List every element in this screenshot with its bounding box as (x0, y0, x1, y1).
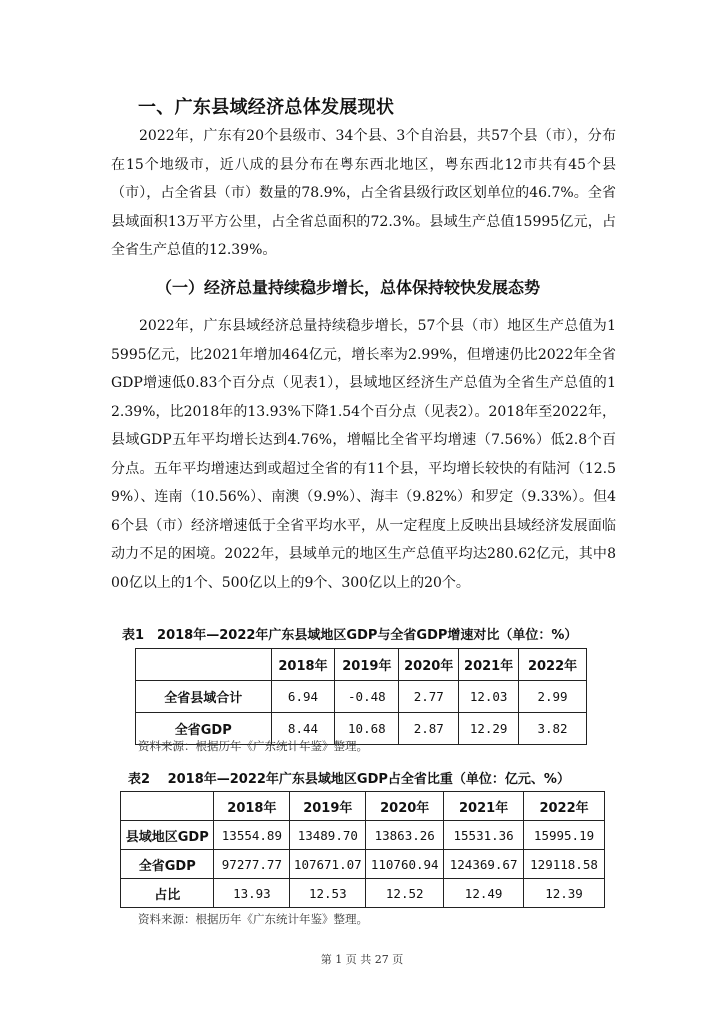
table-row (121, 821, 605, 850)
table1-header-cell: 2020年 (399, 649, 459, 681)
table2-cell: 124369.67 (444, 850, 524, 879)
subsection-heading: （一）经济总量持续稳步增长，总体保持较快发展态势 (156, 278, 541, 297)
table2 (120, 791, 605, 908)
table1-source-note: 资料来源：根据历年《广东统计年鉴》整理。 (138, 739, 368, 753)
table2-header-cell: 2021年 (444, 792, 524, 821)
table2-row-label: 占比 (121, 879, 214, 908)
table2-source-note: 资料来源：根据历年《广东统计年鉴》整理。 (138, 912, 368, 926)
table1-cell: 10.68 (335, 713, 399, 745)
intro-paragraph: 2022年，广东有20个县级市、34个县、3个自治县，共57个县（市），分布在15个地级市，近八成的县分布在粤东西北地区，粤东西北12市共有45个县（市），占全省县（市）数量的78.9%，占全省县级行政区划单位的46.7%。全省县域面积13万平方公里，占全省总面积的72.3%。县域生产总值15995亿元，占全省生产总值的12.39%。 (111, 128, 616, 258)
table1-cell: 8.44 (271, 713, 335, 745)
table2-header-cell: 2022年 (524, 792, 605, 821)
table2-cell: 12.52 (366, 879, 444, 908)
table2-cell: 129118.58 (524, 850, 605, 879)
table1-header-cell: 2021年 (459, 649, 519, 681)
table2-header-cell: 2018年 (214, 792, 290, 821)
growth-paragraph: 2022年，广东县域经济总量持续稳步增长，57个县（市）地区生产总值为15995亿元，比2021年增加464亿元，增长率为2.99%，但增速仍比2022年全省GDP增速低0.83个百分点（见表1），县域地区经济生产总值为全省生产总值的12.39%，比2018年的13.93%下降1.54个百分点（见表2）。2018年至2022年，县域GDP五年平均增长达到4.76%，增幅比全省平均增速（7.56%）低2.8个百分点。五年平均增速达到或超过全省的有11个县，平均增长较快的有陆河（12.59%）、连南（10.56%）、南澳（9.9%）、海丰（9.82%）和罗定（9.33%）。但46个县（市）经济增速低于全省平均水平，从一定程度上反映出县域经济发展面临动力不足的困境。2022年，县域单元的地区生产总值平均达280.62亿元，其中800亿以上的1个、500亿以上的9个、300亿以上的20个。 (111, 318, 616, 591)
table1-row-label: 全省GDP (136, 713, 272, 745)
table-row (136, 681, 587, 713)
table2-cell: 12.53 (290, 879, 366, 908)
table2-header-cell (121, 792, 214, 821)
table2-cell: 13554.89 (214, 821, 290, 850)
table2-cell: 15995.19 (524, 821, 605, 850)
table2-cell: 12.39 (524, 879, 605, 908)
page-footer: 第 1 页 共 27 页 (320, 953, 404, 966)
table2-cell: 15531.36 (444, 821, 524, 850)
table2-cell: 110760.94 (366, 850, 444, 879)
table1-header-cell: 2022年 (519, 649, 587, 681)
table1-cell: 6.94 (271, 681, 335, 713)
table1-cell: 2.99 (519, 681, 587, 713)
table1-row-label: 全省县域合计 (136, 681, 272, 713)
table2-cell: 13863.26 (366, 821, 444, 850)
table1-cell: -0.48 (335, 681, 399, 713)
table2-header-cell: 2019年 (290, 792, 366, 821)
table1-header-cell: 2019年 (335, 649, 399, 681)
table1 (135, 648, 587, 745)
table2-cell: 107671.07 (290, 850, 366, 879)
table1-cell: 12.03 (459, 681, 519, 713)
table1-cell: 2.87 (399, 713, 459, 745)
table2-cell: 13489.70 (290, 821, 366, 850)
table2-header-cell: 2020年 (366, 792, 444, 821)
table1-header-row (136, 649, 587, 681)
table1-header-cell: 2018年 (271, 649, 335, 681)
table2-cell: 13.93 (214, 879, 290, 908)
table1-cell: 12.29 (459, 713, 519, 745)
table2-row-label: 县域地区GDP (121, 821, 214, 850)
table-row (121, 879, 605, 908)
table2-caption: 表2 2018年—2022年广东县域地区GDP占全省比重（单位：亿元、%） (128, 772, 570, 787)
table1-cell: 2.77 (399, 681, 459, 713)
table2-row-label: 全省GDP (121, 850, 214, 879)
table1-header-cell (136, 649, 272, 681)
table2-header-row (121, 792, 605, 821)
table1-caption: 表1 2018年—2022年广东县域地区GDP与全省GDP增速对比（单位：%） (122, 628, 578, 643)
table1-cell: 3.82 (519, 713, 587, 745)
section-heading: 一、广东县域经济总体发展现状 (138, 97, 395, 118)
table-row (121, 850, 605, 879)
table2-cell: 97277.77 (214, 850, 290, 879)
table2-cell: 12.49 (444, 879, 524, 908)
